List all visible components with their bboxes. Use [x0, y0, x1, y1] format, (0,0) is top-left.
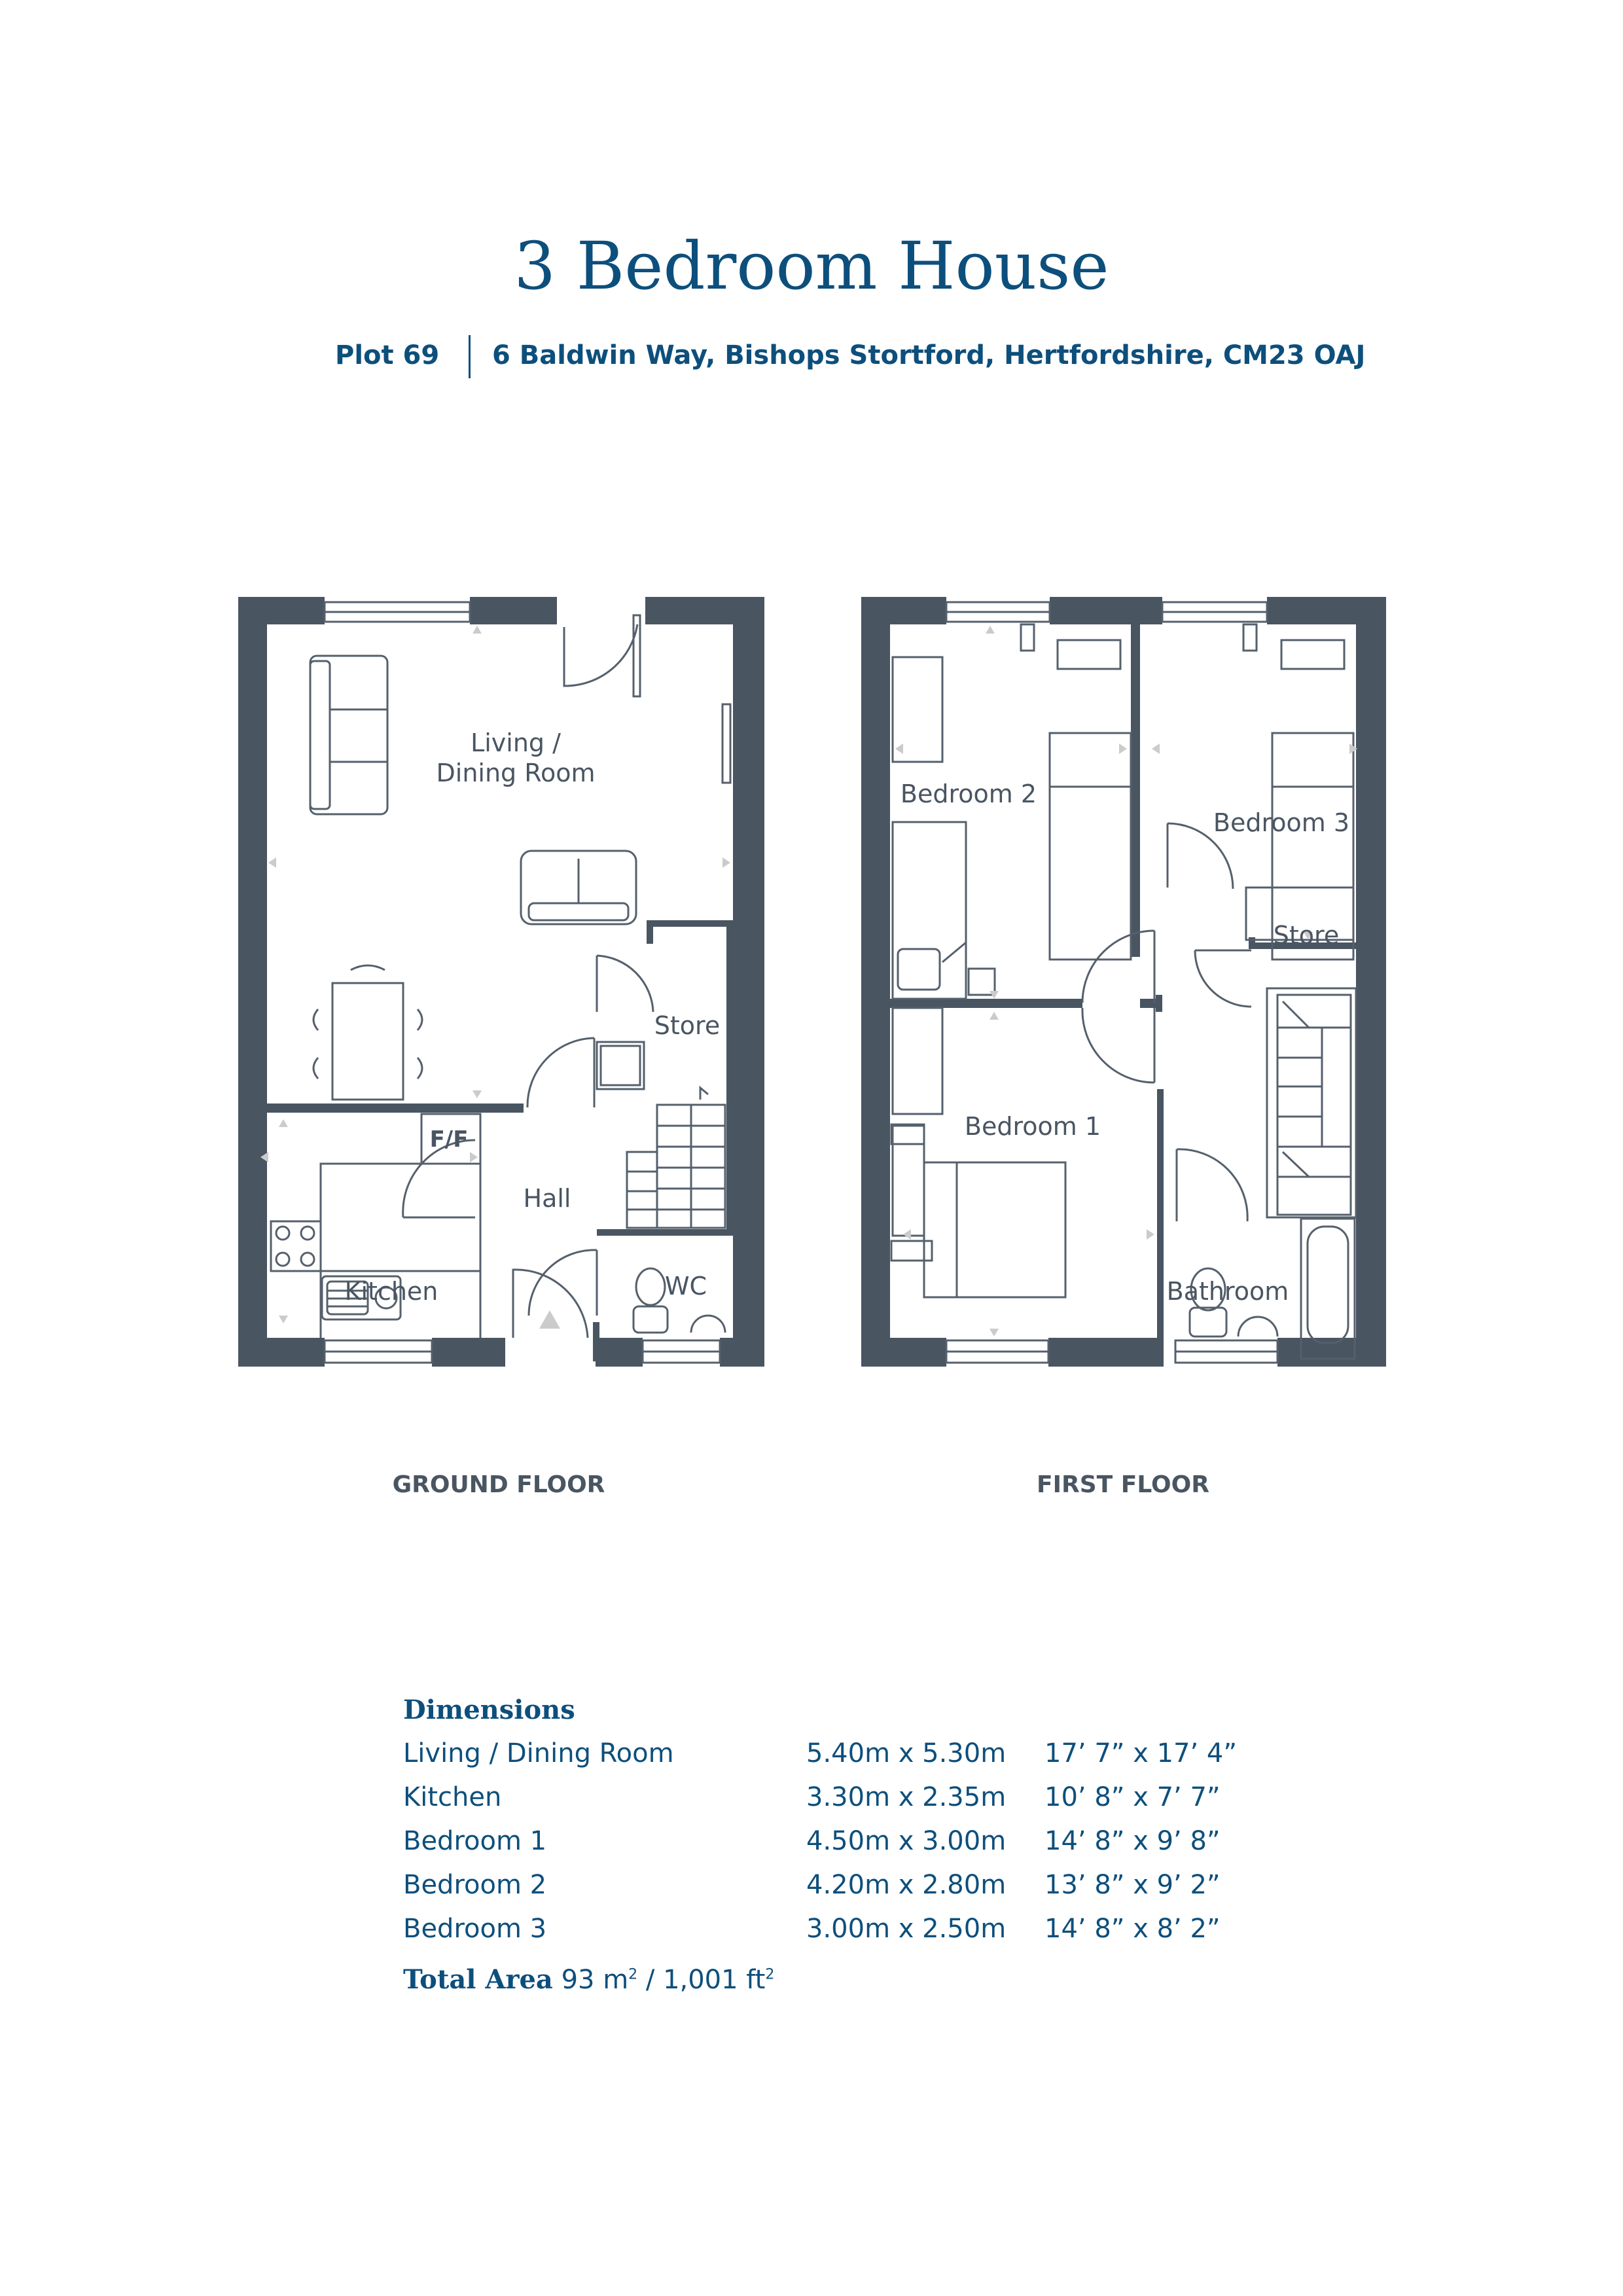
dimension-room: Living / Dining Room — [403, 1738, 674, 1768]
first-floor-windows — [946, 602, 1277, 1363]
dimension-metric: 4.50m x 3.00m — [806, 1826, 1007, 1856]
store-door — [597, 956, 653, 1089]
first-floor-plan — [861, 597, 1386, 1367]
room-label-dining: Dining Room — [436, 759, 596, 787]
total-area-imperial: / 1,001 ft — [645, 1965, 766, 1995]
dimension-imperial: 13’ 8” x 9’ 2” — [1044, 1870, 1221, 1900]
room-label-living: Living / — [471, 728, 561, 757]
dimension-row — [403, 1863, 1319, 1907]
ground-floor-caption: GROUND FLOOR — [392, 1471, 605, 1498]
dimension-imperial: 17’ 7” x 17’ 4” — [1044, 1738, 1238, 1768]
dimension-row — [403, 1732, 1319, 1776]
bedroom-1-furniture — [891, 1008, 1065, 1297]
bedroom-2-furniture — [893, 624, 1131, 999]
dimension-metric: 3.00m x 2.50m — [806, 1914, 1007, 1944]
dimension-imperial: 14’ 8” x 8’ 2” — [1044, 1914, 1221, 1944]
room-label-hall: Hall — [523, 1184, 571, 1213]
plot-number: Plot 69 — [335, 340, 440, 370]
first-floor-stairs-icon — [1267, 988, 1356, 1217]
first-floor-caption: FIRST FLOOR — [1037, 1471, 1209, 1498]
total-area-label: Total Area — [403, 1964, 553, 1995]
squared-symbol: 2 — [765, 1966, 775, 1983]
first-floor-store-door — [1195, 950, 1251, 1007]
wc-door — [529, 1250, 597, 1316]
room-label-wc: WC — [664, 1272, 707, 1300]
floor-plans — [0, 576, 1623, 1492]
dimension-imperial: 10’ 8” x 7’ 7” — [1044, 1782, 1221, 1812]
bedroom-3-furniture — [1168, 624, 1353, 960]
room-label-bedroom1: Bedroom 1 — [964, 1112, 1101, 1141]
kitchen-units — [271, 1164, 480, 1338]
landing-doors — [1082, 931, 1247, 1221]
dimension-metric: 5.40m x 5.30m — [806, 1738, 1007, 1768]
room-label-ff: F/F — [429, 1126, 469, 1153]
sofa-icon — [310, 656, 387, 814]
plot-address: 6 Baldwin Way, Bishops Stortford, Hertfordshire, CM23 OAJ — [492, 340, 1366, 370]
dimension-room: Kitchen — [403, 1782, 502, 1812]
dining-table-icon — [313, 965, 422, 1100]
dimensions-table — [403, 1689, 1319, 2006]
dimension-imperial: 14’ 8” x 9’ 8” — [1044, 1826, 1221, 1856]
dimension-row — [403, 1820, 1319, 1863]
dimensions-heading: Dimensions — [403, 1695, 575, 1725]
room-label-bedroom2: Bedroom 2 — [900, 780, 1037, 808]
living-room-door — [564, 615, 640, 696]
dimension-metric: 3.30m x 2.35m — [806, 1782, 1007, 1812]
dimension-row — [403, 1776, 1319, 1820]
dimension-room: Bedroom 2 — [403, 1870, 547, 1900]
room-label-bedroom3: Bedroom 3 — [1213, 808, 1350, 837]
room-label-store-first: Store — [1273, 921, 1340, 950]
stairs-icon — [627, 1088, 725, 1228]
dimension-room: Bedroom 3 — [403, 1914, 547, 1944]
page-title: 3 Bedroom House — [514, 228, 1109, 304]
room-label-bathroom: Bathroom — [1166, 1277, 1289, 1306]
total-area — [403, 1954, 1319, 2006]
dimension-row — [403, 1907, 1319, 1951]
room-label-kitchen: Kitchen — [344, 1277, 438, 1306]
dimension-room: Bedroom 1 — [403, 1826, 547, 1856]
dimension-metric: 4.20m x 2.80m — [806, 1870, 1007, 1900]
ground-floor-plan — [238, 597, 764, 1367]
hall-door — [527, 1038, 594, 1107]
ground-floor-walls — [238, 597, 764, 1367]
room-label-store-ground: Store — [654, 1011, 721, 1040]
armchair-icon — [521, 851, 636, 924]
total-area-metric: 93 m — [561, 1965, 629, 1995]
squared-symbol: 2 — [628, 1966, 638, 1983]
divider — [469, 335, 471, 378]
plot-info — [0, 335, 1623, 381]
